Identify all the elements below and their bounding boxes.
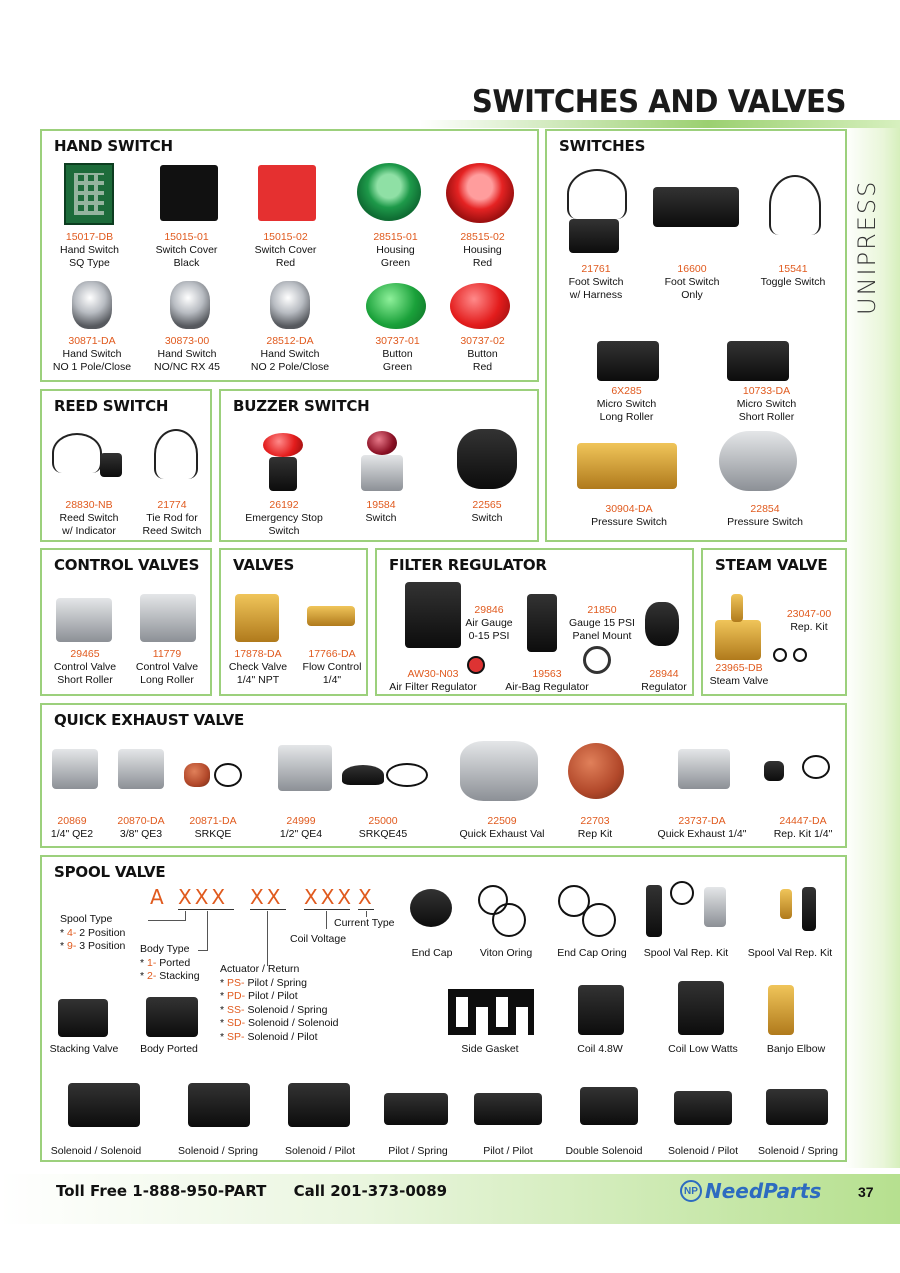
catalog-item[interactable]: 30737-01 Button Green [375,335,420,373]
code-part-voltage: XXX [304,885,355,909]
filter-regulator-title: FILTER REGULATOR [389,556,547,574]
steam-valve-panel [701,548,847,696]
catalog-item[interactable]: 22565 Switch [471,499,503,524]
black-cover-image [160,165,218,221]
catalog-item[interactable]: 21850 Gauge 15 PSI Panel Mount [569,604,635,642]
actuator-option: * PS- Pilot / Spring [220,976,307,989]
cable-image [567,169,627,219]
hand-switch-panel [40,129,539,382]
part-item[interactable]: Solenoid / Spring [758,1145,838,1157]
valves-title: VALVES [233,556,295,574]
catalog-item[interactable]: 24447-DA Rep. Kit 1/4" [773,815,833,840]
part-item[interactable]: Solenoid / Spring [178,1145,258,1157]
stacking-valve-image [58,999,108,1037]
red-button-image [450,283,510,329]
part-item[interactable]: End Cap Oring [557,947,627,959]
part-item[interactable]: Double Solenoid [565,1145,643,1157]
valve-sol-spring-image [188,1083,250,1127]
switches-panel [545,129,847,542]
catalog-item[interactable]: 22509 Quick Exhaust Val [459,815,545,840]
catalog-item[interactable]: 20871-DA SRKQE [189,815,237,840]
emergency-stop-body-image [269,457,297,491]
srkqe45-oring-image [386,763,428,787]
air-bag-regulator-image [527,594,557,652]
np-logo-icon: NP [680,1180,702,1202]
body-type-option: * 1- Ported [140,956,191,969]
rep-kit-oring-image [793,648,807,662]
reed-switch-image [52,433,102,473]
brand-vertical: UNIPRESS [853,179,881,315]
rep-kit-quarter-image [764,761,784,781]
part-item[interactable]: Solenoid / Pilot [284,1145,356,1157]
quick-exhaust-title: QUICK EXHAUST VALVE [54,711,245,729]
green-button-image [366,283,426,329]
code-part-current: X [358,885,375,909]
catalog-item[interactable]: 21761 Foot Switch w/ Harness [568,263,624,301]
spool-type-block [60,913,125,954]
catalog-item[interactable]: 15541 Toggle Switch [760,263,826,288]
rep-kit-disk-image [568,743,624,799]
logo-text: NeedParts [705,1179,822,1203]
control-valve-short-image [56,598,112,642]
flow-control-image [307,606,355,626]
part-item[interactable]: Side Gasket [461,1043,519,1055]
part-item[interactable]: Spool Val Rep. Kit [643,947,729,959]
steam-valve-title: STEAM VALVE [715,556,828,574]
red-housing-image [446,163,514,223]
steam-valve-stem-image [731,594,743,622]
control-valves-panel [40,548,212,696]
catalog-item[interactable]: 20869 1/4" QE2 [50,815,94,840]
regulator-image [645,602,679,646]
catalog-item[interactable]: 25000 SRKQE45 [358,815,408,840]
black-buzzer-image [457,429,517,489]
needparts-logo [680,1179,821,1203]
catalog-item[interactable]: 15015-01 Switch Cover Black [155,231,218,269]
code-underline [304,909,350,910]
green-housing-image [357,163,421,221]
emergency-stop-image [263,433,303,457]
part-item[interactable]: Coil 4.8W [577,1043,623,1055]
pcb-switch-image [64,163,114,225]
catalog-item[interactable]: 30904-DA Pressure Switch [591,503,667,528]
catalog-item[interactable]: 30737-02 Button Red [460,335,505,373]
srkqe-oring-image [214,763,242,787]
side-gasket-image [448,989,534,1035]
part-item[interactable]: Stacking Valve [49,1043,119,1055]
pressure-switch-brass-image [577,443,677,489]
chrome-switch-image [72,281,112,329]
part-item[interactable]: Body Ported [140,1043,198,1055]
part-item[interactable]: Pilot / Spring [388,1145,448,1157]
spool-rep-kit2-spool-image [802,887,816,931]
spool-rep-kit-oring-image [670,881,694,905]
banjo-elbow-image [768,985,794,1035]
catalog-item[interactable]: 30873-00 Hand Switch NO/NC RX 45 [154,335,220,373]
coil-voltage-label: Coil Voltage [290,933,347,945]
catalog-item[interactable]: 28515-02 Housing Red [460,231,505,269]
connector-line [326,911,327,929]
part-item[interactable]: Coil Low Watts [668,1043,738,1055]
catalog-item[interactable]: 19563 Air-Bag Regulator [505,668,589,693]
catalog-item[interactable]: AW30-N03 Air Filter Regulator [389,668,477,693]
reed-indicator-image [100,453,122,477]
page-title: SWITCHES AND VALVES [471,84,846,120]
check-valve-image [235,594,279,642]
catalog-item[interactable]: 29465 Control Valve Short Roller [53,648,117,686]
spool-rep-kit-image [646,885,662,937]
catalog-item[interactable]: 15017-DB Hand Switch SQ Type [60,231,119,269]
catalog-item[interactable]: 28512-DA Hand Switch NO 2 Pole/Close [250,335,330,373]
code-underline [250,909,286,910]
page-number: 37 [858,1184,874,1200]
code-part-a: A [150,885,167,909]
quick-exhaust-quarter-image [678,749,730,789]
viton-oring-image [492,903,526,937]
catalog-item[interactable]: 16600 Foot Switch Only [664,263,720,301]
hand-switch-title: HAND SWITCH [54,137,173,155]
code-underline [178,909,234,910]
reed-switch-panel [40,389,212,542]
micro-switch-long-image [597,341,659,381]
tie-rod-image [154,429,198,479]
part-item[interactable]: End Cap [411,947,453,959]
buzzer-body-image [361,455,403,491]
steam-valve-image [715,620,761,660]
catalog-item[interactable]: 19584 Switch [365,499,397,524]
catalog-item[interactable]: 23965-DB Steam Valve [709,662,769,687]
chrome-switch-image [270,281,310,329]
catalog-item[interactable]: 24999 1/2" QE4 [279,815,323,840]
connector-line [148,911,186,921]
code-underline [358,909,374,910]
catalog-item[interactable]: 6X285 Micro Switch Long Roller [596,385,657,423]
valve-pilot-pilot-image [474,1093,542,1125]
body-ported-image [146,997,198,1037]
valve-pilot-spring-image [384,1093,448,1125]
catalog-item[interactable]: 29846 Air Gauge 0-15 PSI [465,604,513,642]
spool-type-option: * 4- 2 Position [60,926,126,939]
valve-sol-pilot2-image [674,1091,732,1125]
spool-type-option: * 9- 3 Position [60,940,126,952]
buzzer-switch-panel [219,389,539,542]
control-valve-long-image [140,594,196,642]
chrome-switch-image [170,281,210,329]
catalog-item[interactable]: 17878-DA Check Valve 1/4" NPT [228,648,288,686]
catalog-item[interactable]: 22854 Pressure Switch [727,503,803,528]
foot-switch-harness-image [569,219,619,253]
code-part-actuator: XX [250,885,284,909]
spool-rep-kit-grease-image [704,887,726,927]
pressure-switch-metal-image [719,431,797,491]
part-item[interactable]: Pilot / Pilot [483,1145,533,1157]
micro-switch-short-image [727,341,789,381]
rep-kit-quarter-oring-image [802,755,830,779]
spool-valve-panel [40,855,847,1162]
actuator-block [220,963,339,1044]
valve-sol-spring2-image [766,1089,828,1125]
title-stripe [420,120,900,128]
toll-free-number[interactable]: Toll Free 1-888-950-PART [56,1182,267,1200]
code-part-spool: XXX [178,885,229,909]
actuator-option: * SD- Solenoid / Solenoid [220,1017,339,1029]
part-item[interactable]: Spool Val Rep. Kit [747,947,833,959]
actuator-option: * SS- Solenoid / Spring [220,1003,328,1016]
part-item[interactable]: Banjo Elbow [766,1043,826,1055]
body-type-option: * 2- Stacking [140,970,200,982]
spool-type-label: Spool Type [60,913,113,925]
foot-switch-image [653,187,739,227]
catalog-item[interactable]: 23047-00 Rep. Kit [786,608,832,633]
catalog-item[interactable]: 28515-01 Housing Green [373,231,418,269]
spool-valve-title: SPOOL VALVE [54,863,166,881]
end-cap-oring-image [582,903,616,937]
actuator-label: Actuator / Return [220,963,300,975]
part-item[interactable]: Solenoid / Pilot [667,1145,739,1157]
catalog-item[interactable]: 26192 Emergency Stop Switch [245,499,323,537]
valve-sol-pilot-image [288,1083,350,1127]
qe4-image [278,745,332,791]
connector-line [220,911,268,966]
filter-regulator-panel [375,548,694,696]
rep-kit-oring-image [773,648,787,662]
catalog-item[interactable]: 17766-DA Flow Control 1/4" [302,648,362,686]
qe2-image [52,749,98,789]
buzzer-dome-image [367,431,397,455]
part-item[interactable]: Viton Oring [479,947,533,959]
red-cover-image [258,165,316,221]
catalog-item[interactable]: 22703 Rep Kit [577,815,613,840]
catalog-item[interactable]: 20870-DA 3/8" QE3 [117,815,165,840]
catalog-item[interactable]: 11779 Control Valve Long Roller [135,648,199,686]
valve-sol-sol-image [68,1083,140,1127]
quick-exhaust-panel [40,703,847,848]
catalog-item[interactable]: 23737-DA Quick Exhaust 1/4" [657,815,747,840]
reed-switch-title: REED SWITCH [54,397,169,415]
catalog-item[interactable]: 10733-DA Micro Switch Short Roller [736,385,797,423]
control-valves-title: CONTROL VALVES [54,556,200,574]
quick-exhaust-val-image [460,741,538,801]
catalog-item[interactable]: 15015-02 Switch Cover Red [254,231,317,269]
qe3-image [118,749,164,789]
catalog-item[interactable]: 28830-NB Reed Switch w/ Indicator [59,499,119,537]
catalog-item[interactable]: 30871-DA Hand Switch NO 1 Pole/Close [52,335,132,373]
call-number[interactable]: Call 201-373-0089 [293,1182,448,1200]
current-type-label: Current Type [334,917,395,929]
valves-panel [219,548,368,696]
part-item[interactable]: Solenoid / Solenoid [50,1145,142,1157]
end-cap-image [410,889,452,927]
srkqe45-image [342,765,384,785]
switches-title: SWITCHES [559,137,646,155]
coil-4-8w-image [578,985,624,1035]
footer-contact [56,1182,469,1200]
actuator-option: * PD- Pilot / Pilot [220,990,298,1002]
valve-double-solenoid-image [580,1087,638,1125]
actuator-option: * SP- Solenoid / Pilot [220,1030,318,1043]
srkqe-image [184,763,210,787]
catalog-item[interactable]: 21774 Tie Rod for Reed Switch [142,499,202,537]
catalog-item[interactable]: 28944 Regulator [641,668,687,693]
toggle-switch-image [769,175,821,235]
coil-low-watts-image [678,981,724,1035]
buzzer-switch-title: BUZZER SWITCH [233,397,370,415]
body-type-block [140,943,200,984]
body-type-label: Body Type [140,943,190,955]
spool-rep-kit2-image [780,889,792,919]
